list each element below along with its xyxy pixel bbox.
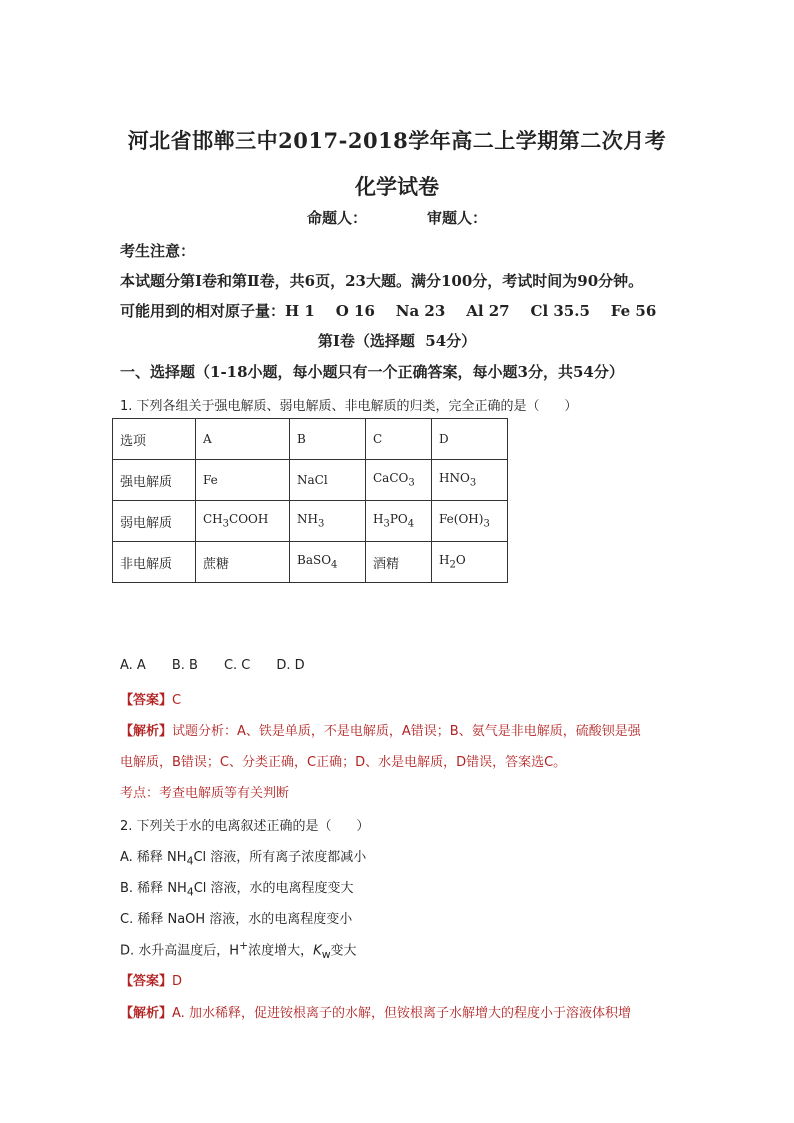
table-cell [432,460,508,501]
formula-text: COOH [229,512,269,527]
table-cell: 非电解质 [113,542,196,583]
notice-heading: 考生注意： [120,242,196,260]
formula-subscript: 4 [186,854,194,868]
formula-subscript: 3 [383,518,390,530]
table-cell: 蔗糖 [196,542,290,583]
formula-subscript: 3 [222,518,230,530]
option-text: 变大 [330,943,357,959]
formula-text: PO [389,512,408,527]
exam-title: 河北省邯郸三中2017-2018学年高二上学期第二次月考 [127,128,667,153]
choice-d: D. D [276,658,305,673]
q2-option-a [120,846,366,868]
table-cell: C [366,419,432,460]
formula-text: H [439,553,450,568]
q2-stem: 2. 下列关于水的电离叙述正确的是（ ） [120,819,370,834]
formula-subscript: 3 [469,477,477,489]
analysis-text: 试题分析：A、铁是单质，不是电解质，A错误；B、氨气是非电解质，硫酸钡是强 [172,724,641,739]
formula-text: CH [203,512,223,527]
table-cell: NaCl [290,460,366,501]
notice-line-1: 本试题分第Ⅰ卷和第Ⅱ卷，共6页，23大题。满分100分，考试时间为90分钟。 [120,272,644,290]
reviewer-label: 审题人： [427,209,488,227]
table-cell [290,542,366,583]
option-text: D. 水升高温度后，H [120,943,240,959]
author-line [0,207,794,228]
table-cell [432,542,508,583]
table-cell: B [290,419,366,460]
option-text: A. 稀释 NH [120,850,187,865]
q2-option-d [120,939,357,961]
table-cell: Fe [196,460,290,501]
table-header-row [113,419,508,460]
choice-b: B. B [171,658,198,673]
q1-stem: 1. 下列各组关于强电解质、弱电解质、非电解质的归类，完全正确的是（ ） [120,399,578,414]
table-cell: 选项 [113,419,196,460]
table-cell: D [432,419,508,460]
formula-subscript: 2 [449,559,456,571]
author-label: 命题人： [306,209,367,227]
section-title: 第Ⅰ卷（选择题 54分） [317,332,477,350]
formula-subscript: 3 [317,518,325,530]
option-text: Cl 溶液，所有离子浓度都减小 [193,850,367,865]
option-text: B. 稀释 NH [120,881,187,896]
formula-subscript: 4 [186,885,194,899]
electrolyte-table [112,418,508,583]
formula-text: O [455,553,466,568]
table-row [113,542,508,583]
atomic-mass-line: 可能用到的相对原子量：H 1 O 16 Na 23 Al 27 Cl 35.5 Fe 56 [120,302,657,320]
formula-subscript: 4 [407,518,415,530]
formula-superscript: + [239,939,249,952]
q2-option-b [120,877,354,899]
table-cell [432,501,508,542]
section-instruction: 一、选择题（1-18小题，每小题只有一个正确答案，每小题3分，共54分） [120,363,624,381]
q2-analysis-line-1 [120,1002,631,1021]
table-cell: 弱电解质 [113,501,196,542]
formula-subscript: 4 [331,559,338,571]
answer-value: C [172,693,182,708]
table-cell [196,501,290,542]
table-cell [366,460,432,501]
q1-answer [120,689,181,708]
q1-kaodian: 考点：考查电解质等有关判断 [120,786,290,801]
q1-choices [120,658,331,673]
table-cell: 强电解质 [113,460,196,501]
choice-c: C. C [223,658,251,673]
formula-text: HNO [439,471,470,486]
formula-text: CaCO [373,471,409,486]
q1-analysis-line-1 [120,720,641,739]
formula-text: Fe(OH) [439,512,484,527]
answer-tag: 【答案】 [120,974,173,989]
table-cell: 酒精 [366,542,432,583]
formula-text: H [373,512,384,527]
formula-subscript: 3 [408,477,415,489]
formula-text: BaSO [297,553,332,568]
table-cell [366,501,432,542]
table-row [113,501,508,542]
q2-option-c: C. 稀释 NaOH 溶液，水的电离程度变小 [120,912,353,927]
option-text: 浓度增大， [248,943,314,959]
q2-answer [120,970,182,989]
table-cell: A [196,419,290,460]
analysis-text: A. 加水稀释，促进铵根离子的水解，但铵根离子水解增大的程度小于溶液体积增 [172,1006,631,1021]
table-row [113,460,508,501]
exam-subtitle: 化学试卷 [355,174,439,199]
analysis-tag: 【解析】 [120,1006,173,1021]
q1-analysis-line-2: 电解质，B错误；C、分类正确，C正确；D、水是电解质，D错误，答案选C。 [120,755,567,770]
answer-tag: 【答案】 [120,693,173,708]
option-text: Cl 溶液，水的电离程度变大 [193,881,354,896]
table-cell [290,501,366,542]
choice-a: A. A [120,658,146,673]
formula-subscript: 3 [483,518,490,530]
kw-symbol: K [313,943,322,959]
answer-value: D [172,974,183,989]
formula-text: NH [297,512,318,527]
formula-subscript: w [321,947,331,961]
analysis-tag: 【解析】 [120,724,173,739]
